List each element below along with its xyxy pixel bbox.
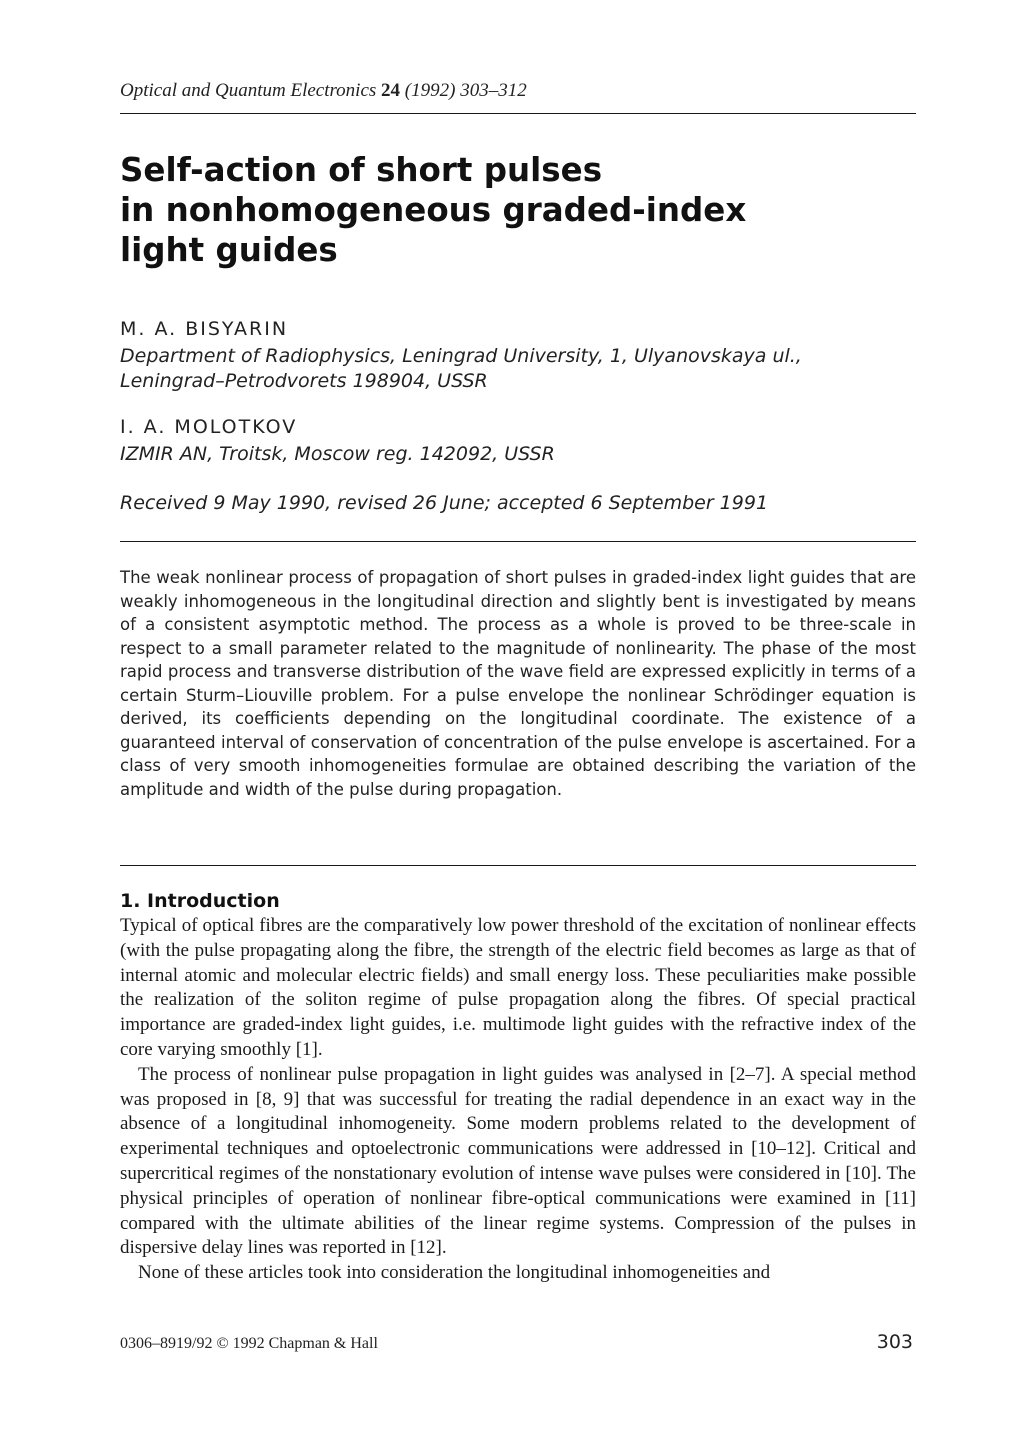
author-affiliation-2: IZMIR AN, Troitsk, Moscow reg. 142092, USSR <box>120 443 555 465</box>
abstract: The weak nonlinear process of propagation of short pulses in graded-index light guides that are weakly inhomogeneous in the longitudinal direction and slightly bent is investigated by means of a consistent asymptotic method. The process as a whole is proved to be three-scale in respect to a small parameter related to the magnitude of nonlinearity. The phase of the most rapid process and transverse distribution of the wave field are expressed explicitly in terms of a certain Sturm–Liouville problem. For a pulse envelope the nonlinear Schrödinger equation is derived, its coefficients depending on the longitudinal coordinate. The existence of a guaranteed interval of conservation of concentration of the pulse envelope is ascertained. For a class of very smooth inhomogeneities formulae are obtained describing the variation of the amplitude and width of the pulse during propagation. <box>120 568 916 799</box>
journal-volume: 24 <box>381 80 401 101</box>
abstract-top-rule <box>120 541 916 542</box>
paragraph-3: None of these articles took into consideration the longitudinal inhomogeneities and <box>138 1262 771 1284</box>
title-line-2: in nonhomogeneous graded-index <box>120 191 747 229</box>
author-name-1: M. A. BISYARIN <box>120 318 289 340</box>
author-affiliation-1 <box>120 344 802 394</box>
footer-copyright: 0306–8919/92 © 1992 Chapman & Hall <box>120 1335 378 1352</box>
section-body <box>120 914 916 1286</box>
journal-year-pages: (1992) 303–312 <box>404 80 527 101</box>
affiliation-1-line-2: Leningrad–Petrodvorets 198904, USSR <box>120 370 488 392</box>
paragraph-2: The process of nonlinear pulse propagation in light guides was analysed in [2–7]. A special method was proposed in [8, 9] that was successful for treating the radial dependence in an exact way in the absence of a longitudinal inhomogeneity. Some modern problems related to the development of experimental techniques and optoelectronic communications were addressed in [10–12]. Critical and supercritical regimes of the nonstationary evolution of intense wave pulses were considered in [10]. The physical principles of operation of nonlinear fibre-optical communications were examined in [11] compared with the ultimate abilities of the linear regime systems. Compression of the pulses in dispersive delay lines was reported in [12]. <box>120 1063 916 1259</box>
received-dates: Received 9 May 1990, revised 26 June; accepted 6 September 1991 <box>120 492 769 514</box>
journal-name: Optical and Quantum Electronics <box>120 80 377 101</box>
page-number: 303 <box>876 1331 913 1353</box>
journal-citation <box>120 80 527 102</box>
title-line-1: Self-action of short pulses <box>120 151 603 189</box>
affiliation-1-line-1: Department of Radiophysics, Leningrad University, 1, Ulyanovskaya ul., <box>120 345 802 367</box>
abstract-bottom-rule <box>120 865 916 866</box>
section-heading: 1. Introduction <box>120 890 280 912</box>
paragraph-1: Typical of optical fibres are the comparatively low power threshold of the excitation of nonlinear effects (with the pulse propagating along the fibre, the strength of the electric field becomes as large as that of internal atomic and molecular electric fields) and small energy loss. These peculiarities make possible the realization of the soliton regime of pulse propagation along the fibres. Of special practical importance are graded-index light guides, i.e. multimode light guides with the refractive index of the core varying smoothly [1]. <box>120 915 916 1060</box>
paper-title <box>120 150 880 270</box>
author-name-2: I. A. MOLOTKOV <box>120 416 298 438</box>
header-rule <box>120 113 916 114</box>
title-line-3: light guides <box>120 231 338 269</box>
